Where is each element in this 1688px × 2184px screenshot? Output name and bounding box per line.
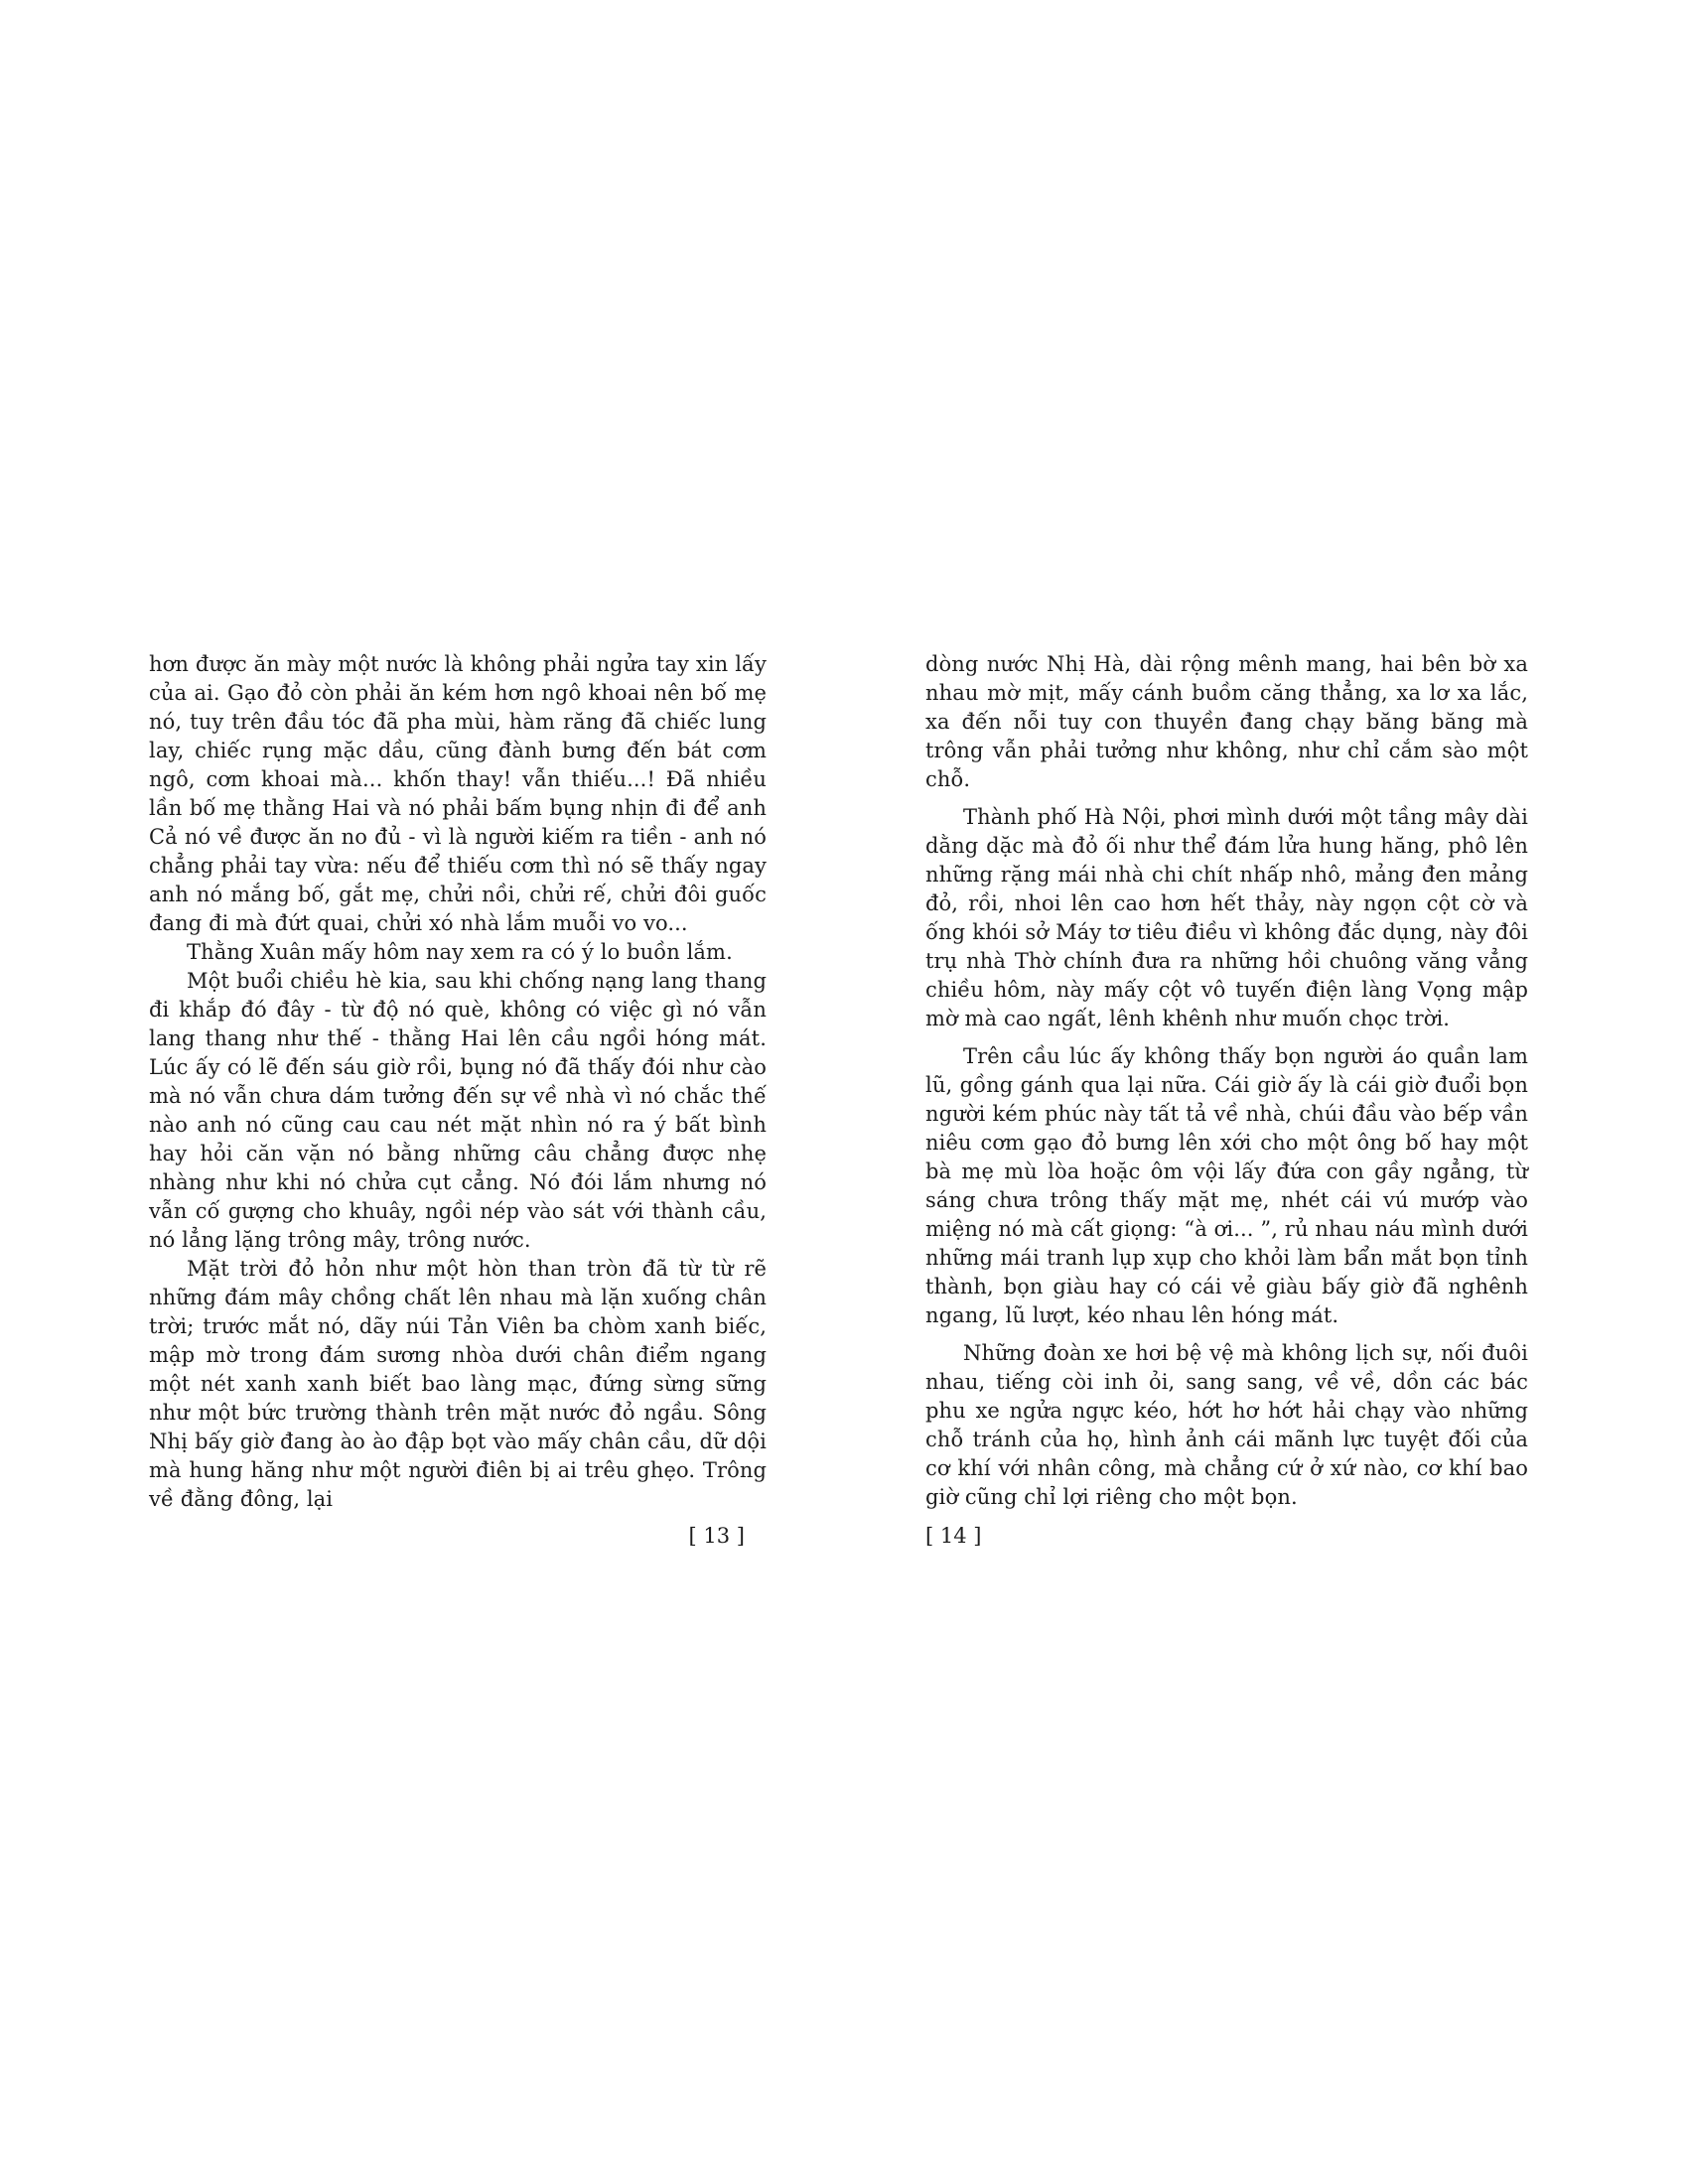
page-14-number: [ 14 ] [925,1524,982,1548]
paragraph: dòng nước Nhị Hà, dài rộng mênh mang, hai bên bờ xa nhau mờ mịt, mấy cánh buồm căng thẳng, xa lơ xa lắc, xa đến nỗi tuy con thuyền đang chạy băng băng mà trông vẫn phải tưởng như không, như chỉ cắm sào một chỗ. [925,652,1528,791]
paragraph: Thành phố Hà Nội, phơi mình dưới một tầng mây dài dằng dặc mà đỏ ối như thể đám lửa hung hăng, phô lên những rặng mái nhà chi chít nhấp nhô, mảng đen mảng đỏ, rồi, nhoi lên cao hơn hết thảy, này ngọn cột cờ và ống khói sở Máy tơ tiêu điều vì không đắc dụng, này đôi trụ nhà Thờ chính đưa ra những hồi chuông văng vẳng chiều hôm, này mấy cột vô tuyến điện làng Vọng mập mờ mà cao ngất, lênh khênh như muốn chọc trời. [925,805,1528,1030]
paragraph: Trên cầu lúc ấy không thấy bọn người áo quần lam lũ, gồng gánh qua lại nữa. Cái giờ ấy là cái giờ đuổi bọn người kém phúc này tất tả về nhà, chúi đầu vào bếp vần niêu cơm gạo đỏ bưng lên xới cho một ông bố hay một bà mẹ mù lòa hoặc ôm vội lấy đứa con gầy ngẳng, từ sáng chưa trông thấy mặt mẹ, nhét cái vú mướp vào miệng nó mà cất giọng: “à ơi... ”, rủ nhau náu mình dưới những mái tranh lụp xụp cho khỏi làm bẩn mắt bọn tỉnh thành, bọn giàu hay có cái vẻ giàu bấy giờ đã nghênh ngang, lũ lượt, kéo nhau lên hóng mát. [925,1044,1528,1327]
page-14-text [925,650,1528,1512]
paragraph: hơn được ăn mày một nước là không phải ngửa tay xin lấy của ai. Gạo đỏ còn phải ăn kém hơn ngô khoai nên bố mẹ nó, tuy trên đầu tóc đã pha mùi, hàm răng đã chiếc lung lay, chiếc rụng mặc dầu, cũng đành bưng đến bát cơm ngô, cơm khoai mà... khốn thay! vẫn thiếu...! Đã nhiều lần bố mẹ thằng Hai và nó phải bấm bụng nhịn đi để anh Cả nó về được ăn no đủ - vì là người kiếm ra tiền - anh nó chẳng phải tay vừa: nếu để thiếu cơm thì nó sẽ thấy ngay anh nó mắng bố, gắt mẹ, chửi nồi, chửi rế, chửi đôi guốc đang đi mà đứt quai, chửi xó nhà lắm muỗi vo vo... [149,652,767,935]
paragraph: Một buổi chiều hè kia, sau khi chống nạng lang thang đi khắp đó đây - từ độ nó què, không có việc gì nó vẫn lang thang như thế - thằng Hai lên cầu ngồi hóng mát. Lúc ấy có lẽ đến sáu giờ rồi, bụng nó đã thấy đói như cào mà nó vẫn chưa dám tưởng đến sự về nhà vì nó chắc thế nào anh nó cũng cau cau nét mặt nhìn nó ra ý bất bình hay hỏi căn vặn nó bằng những câu chẳng được nhẹ nhàng như khi nó chửa cụt cẳng. Nó đói lắm nhưng nó vẫn cố gượng cho khuây, ngồi nép vào sát với thành cầu, nó lẳng lặng trông mây, trông nước. [149,969,767,1252]
paragraph: Mặt trời đỏ hỏn như một hòn than tròn đã từ từ rẽ những đám mây chồng chất lên nhau mà lặn xuống chân trời; trước mắt nó, dãy núi Tản Viên ba chòm xanh biếc, mập mờ trong đám sương nhòa dưới chân điểm ngang một nét xanh xanh biết bao làng mạc, đứng sừng sững như một bức trường thành trên mặt nước đỏ ngầu. Sông Nhị bấy giờ đang ào ào đập bọt vào mấy chân cầu, dữ dội mà hung hăng như một người điên bị ai trêu ghẹo. Trông về đằng đông, lại [149,1257,767,1511]
paragraph: Thằng Xuân mấy hôm nay xem ra có ý lo buồn lắm. [187,940,733,964]
paragraph: Những đoàn xe hơi bệ vệ mà không lịch sự, nối đuôi nhau, tiếng còi inh ỏi, sang sang, về về, dồn các bác phu xe ngửa ngực kéo, hớt hơ hớt hải chạy vào những chỗ tránh của họ, hình ảnh cái mãnh lực tuyệt đối của cơ khí với nhân công, mà chẳng cứ ở xứ nào, cơ khí bao giờ cũng chỉ lợi riêng cho một bọn. [925,1341,1528,1509]
page-13-text [149,650,767,1514]
page-14 [925,650,1528,1512]
page-13-number: [ 13 ] [688,1524,745,1548]
page-13 [149,650,767,1514]
